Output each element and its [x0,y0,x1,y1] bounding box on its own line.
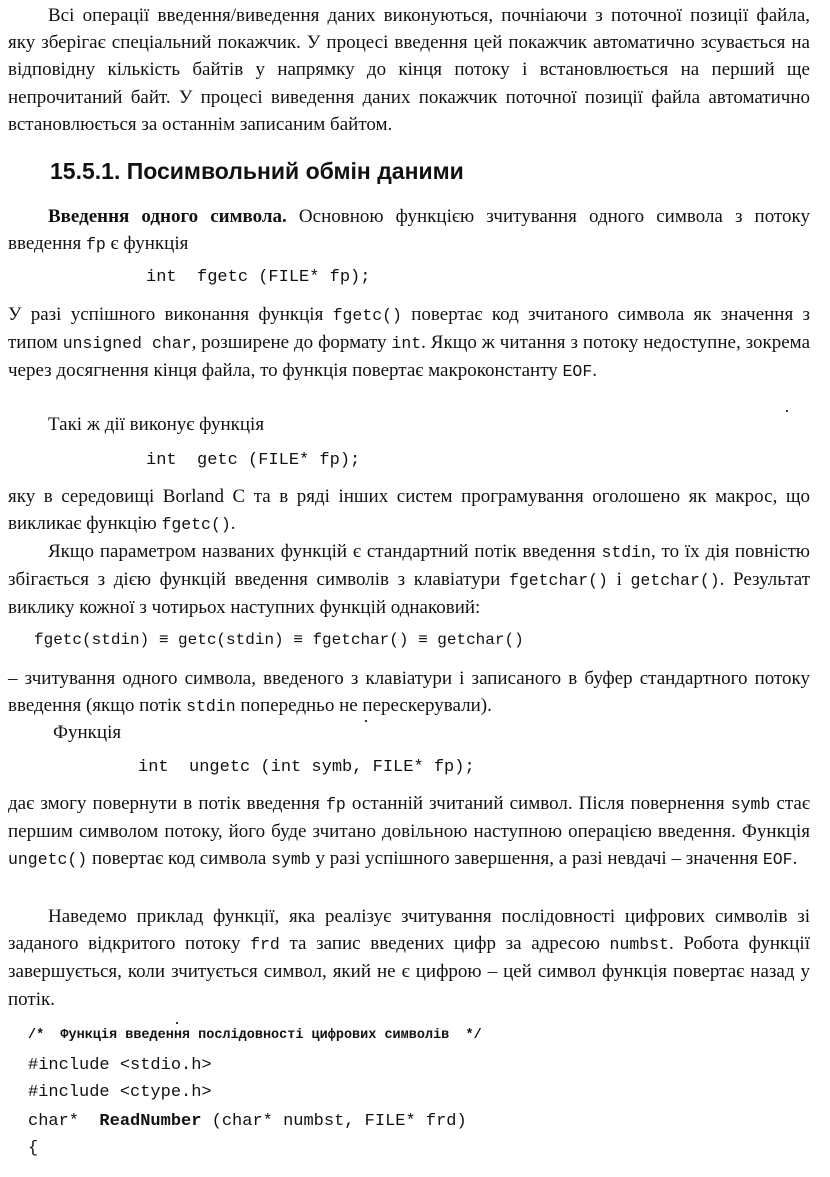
paragraph-text: повертає код символа [87,848,272,870]
listing-return-type: char* [28,1112,100,1131]
inline-code: getchar() [630,571,720,591]
paragraph-text: яку в середовищі Borland C та в ряді інших систем програмування оголошено як макрос, що викликає функцію [8,486,810,535]
paragraph-text: . Якщо ж читання з потоку недоступне, зокрема через досягнення кінця файла, то функція повертає макроконстанту [8,332,810,382]
paragraph-text: , розширене до формату [191,332,392,354]
paragraph-text: Якщо параметром названих функцій є стандартний потік введення [48,541,602,562]
inline-code: unsigned char [62,334,192,354]
listing-include-stdio: #include <stdio.h> [28,1056,212,1075]
paragraph-getc-macro [8,483,810,538]
listing-parameters: (char* numbst, FILE* frd) [201,1112,467,1131]
listing-function-signature [28,1112,467,1131]
paragraph-text: дає змогу повернути в потік введення [8,793,326,814]
inline-code: symb [271,850,311,870]
code-equivalence: fgetc(stdin) ≡ getc(stdin) ≡ fgetchar() ≡ getchar() [34,631,524,649]
paragraph-text: – зчитування одного символа, введеного з клавіатури і записаного в буфер стандартного потоку введення (якщо потік [8,668,810,717]
inline-code: EOF [762,850,793,870]
scan-speck [365,720,367,722]
paragraph-text: і [607,569,631,591]
inline-code: fgetc() [332,306,402,325]
paragraph-text: останній зчитаний символ. Після повернення [345,793,731,814]
inline-code: ungetc() [8,850,88,870]
scan-speck [176,1022,178,1024]
inline-code: fp [85,235,106,255]
paragraph-text: У разі успішного виконання функція [8,304,333,325]
intro-paragraph: Всі операції введення/виведення даних виконуються, почніаючи з поточної позиції файла, яку зберігає спеціальний покажчик. У процесі введення цей покажчик автоматично зсувається на відповідну кількість байтів у напрямку до кінця потоку і встановлюється на перший ще непрочитаний байт. У процесі виведення даних покажчик поточної позиції файла автоматично встановлюється за останнім записаним байтом. [8,5,810,135]
listing-function-name: ReadNumber [99,1112,202,1131]
code-fgetc-prototype: int fgetc (FILE* fp); [146,268,371,287]
paragraph-text: . [592,360,597,382]
listing-include-ctype: #include <ctype.h> [28,1083,212,1102]
paragraph-lead: Введення одного символа. [48,206,287,227]
inline-code: numbst [609,935,669,955]
paragraph-equivalence-explained [8,665,810,720]
paragraph-text: у разі успішного завершення, а разі невдачі – значення [310,848,763,870]
paragraph-single-char-input [8,203,810,258]
inline-code: fgetc() [161,515,231,535]
inline-code: EOF [562,362,593,382]
paragraph-ungetc-intro: Функція [53,722,122,743]
code-ungetc-prototype: int ungetc (int symb, FILE* fp); [138,758,475,777]
inline-code: frd [250,935,280,955]
paragraph-example-intro [8,903,810,1013]
paragraph-text: Наведемо приклад функції, яка реалізує зчитування послідовності цифрових символів зі заданого відкритого потоку [8,906,810,955]
paragraph-text: . [230,513,236,535]
paragraph-text: є функція [105,233,189,255]
paragraph-stdin [8,538,810,622]
section-heading: 15.5.1. Посимвольний обмін даними [50,158,464,184]
listing-comment: /* Функція введення послідовності цифрових символів */ [28,1028,482,1043]
paragraph-ungetc-description [8,790,810,874]
paragraph-fgetc-description [8,301,810,386]
paragraph-text: стає першим символом потоку, його буде зчитано довільною наступною операцією введення. Функція [8,793,810,843]
paragraph-text: попередньо не перескерували). [235,695,492,717]
paragraph-text: . Робота функції завершується, коли зчитується символ, який не є цифрою – цей символ функція повертає назад у потік. [8,933,810,1010]
paragraph-text: повертає код зчитаного символа як значення з типом [8,304,810,354]
paragraph-getc-intro: Такі ж дії виконує функція [48,414,265,435]
inline-code: stdin [601,543,651,562]
inline-code: stdin [186,697,236,717]
listing-open-brace: { [28,1139,39,1158]
inline-code: fgetchar() [508,571,608,591]
inline-code: fp [325,795,346,814]
inline-code: int [391,334,422,354]
paragraph-text: . [792,848,798,870]
scan-speck [786,410,788,412]
inline-code: symb [730,795,771,814]
code-getc-prototype: int getc (FILE* fp); [146,451,361,470]
paragraph-text: Основною функцією зчитування одного символа з потоку введення [8,206,810,255]
paragraph-text: та запис введених цифр за адресою [279,933,610,955]
paragraph-text: , то їх дія повністю збігається з дією функцій введення символів з клавіатури [8,541,810,591]
paragraph-text: . Результат виклику кожної з чотирьох наступних функцій однаковий: [8,569,810,619]
